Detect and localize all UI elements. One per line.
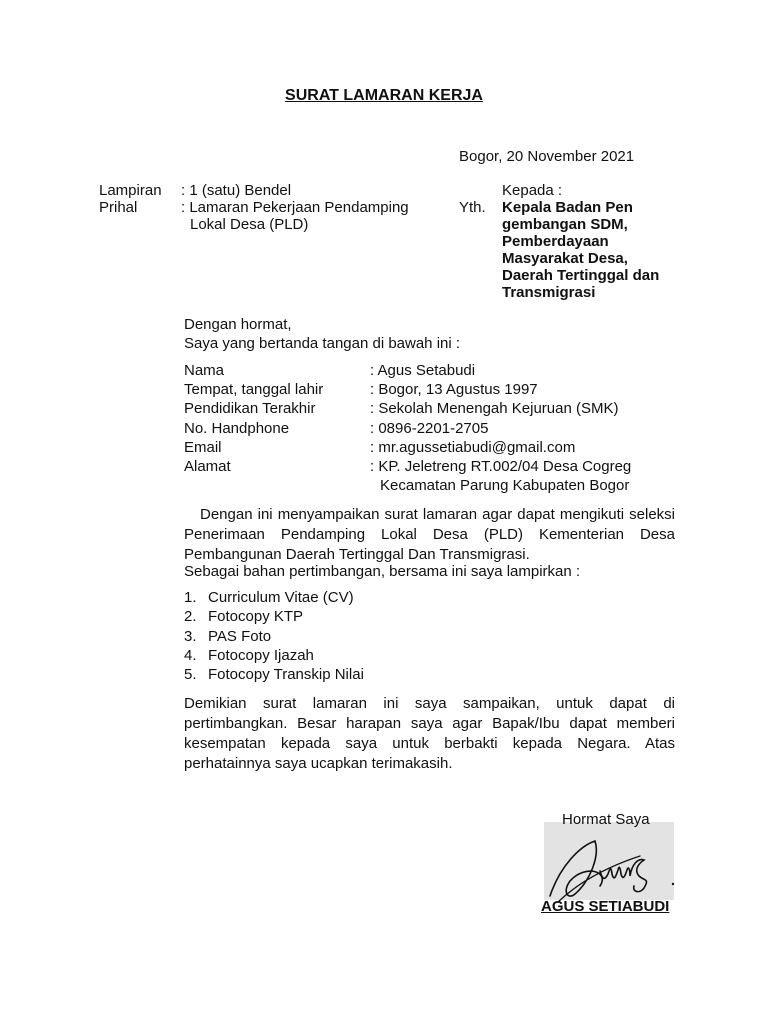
recipient-kepada: Kepada : (502, 182, 563, 199)
recipient-line: Kepala Badan Pen (502, 199, 633, 216)
recipient-line: Daerah Tertinggal dan (502, 267, 660, 284)
attachment-item: Fotocopy Transkip Nilai (208, 666, 364, 683)
prihal-label: Prihal (99, 199, 138, 216)
attachment-number: 2. (184, 608, 197, 625)
address-continuation: Kecamatan Parung Kabupaten Bogor (380, 477, 630, 494)
prihal-value-line1: : Lamaran Pekerjaan Pendamping (181, 199, 409, 216)
recipient-yth: Yth. (459, 199, 486, 216)
attachment-item: Curriculum Vitae (CV) (208, 589, 354, 606)
prihal-value-line2: Lokal Desa (PLD) (190, 216, 309, 233)
paragraph-line: Dengan ini menyampaikan surat lamaran agar dapat mengikuti seleksi (200, 506, 675, 523)
applicant-label: Alamat (184, 458, 231, 475)
attachment-number: 3. (184, 628, 197, 645)
attachments-intro: Sebagai bahan pertimbangan, bersama ini saya lampirkan : (184, 563, 581, 580)
recipient-line: Transmigrasi (502, 284, 596, 301)
attachment-number: 4. (184, 647, 197, 664)
paragraph-line: Pembangunan Daerah Tertinggal Dan Transmigrasi. (184, 546, 530, 563)
applicant-label: Email (184, 439, 222, 456)
lampiran-value: : 1 (satu) Bendel (181, 182, 292, 199)
recipient-line: Pemberdayaan (502, 233, 609, 250)
applicant-label: No. Handphone (184, 420, 290, 437)
applicant-value: : Agus Setabudi (370, 362, 476, 379)
closing-paragraph (184, 694, 675, 774)
applicant-value: : mr.agussetiabudi@gmail.com (370, 439, 576, 456)
recipient-line: Masyarakat Desa, (502, 250, 628, 267)
signature-name: AGUS SETIABUDI (541, 898, 670, 915)
lampiran-label: Lampiran (99, 182, 162, 199)
signoff: Hormat Saya (562, 811, 650, 828)
applicant-value: : Bogor, 13 Agustus 1997 (370, 381, 538, 398)
letter-title: SURAT LAMARAN KERJA (285, 87, 483, 104)
applicant-label: Pendidikan Terakhir (184, 400, 316, 417)
body-paragraph (184, 505, 675, 565)
intro: Saya yang bertanda tangan di bawah ini : (184, 335, 461, 352)
applicant-value: : KP. Jeletreng RT.002/04 Desa Cogreg (370, 458, 632, 475)
attachment-item: Fotocopy KTP (208, 608, 304, 625)
recipient-line: gembangan SDM, (502, 216, 628, 233)
applicant-label: Tempat, tanggal lahir (184, 381, 324, 398)
paragraph-line: Penerimaan Pendamping Lokal Desa (PLD) Kementerian Desa (184, 526, 675, 543)
paragraph-line: kesempatan kepada saya untuk berbakti kepada Negara. Atas (184, 735, 675, 752)
greeting: Dengan hormat, (184, 316, 292, 333)
applicant-value: : Sekolah Menengah Kejuruan (SMK) (370, 400, 619, 417)
applicant-label: Nama (184, 362, 225, 379)
attachment-item: Fotocopy Ijazah (208, 647, 314, 664)
attachment-item: PAS Foto (208, 628, 272, 645)
attachment-number: 5. (184, 666, 197, 683)
paragraph-line: perhatainnya saya ucapkan terimakasih. (184, 755, 453, 772)
paragraph-line: pertimbangkan. Besar harapan saya agar Bapak/Ibu dapat memberi (184, 715, 675, 732)
paragraph-line: Demikian surat lamaran ini saya sampaikan, untuk dapat di (184, 695, 675, 712)
place-date: Bogor, 20 November 2021 (459, 148, 635, 165)
applicant-value: : 0896-2201-2705 (370, 420, 489, 437)
attachment-number: 1. (184, 589, 197, 606)
handwritten-signature (540, 826, 680, 906)
